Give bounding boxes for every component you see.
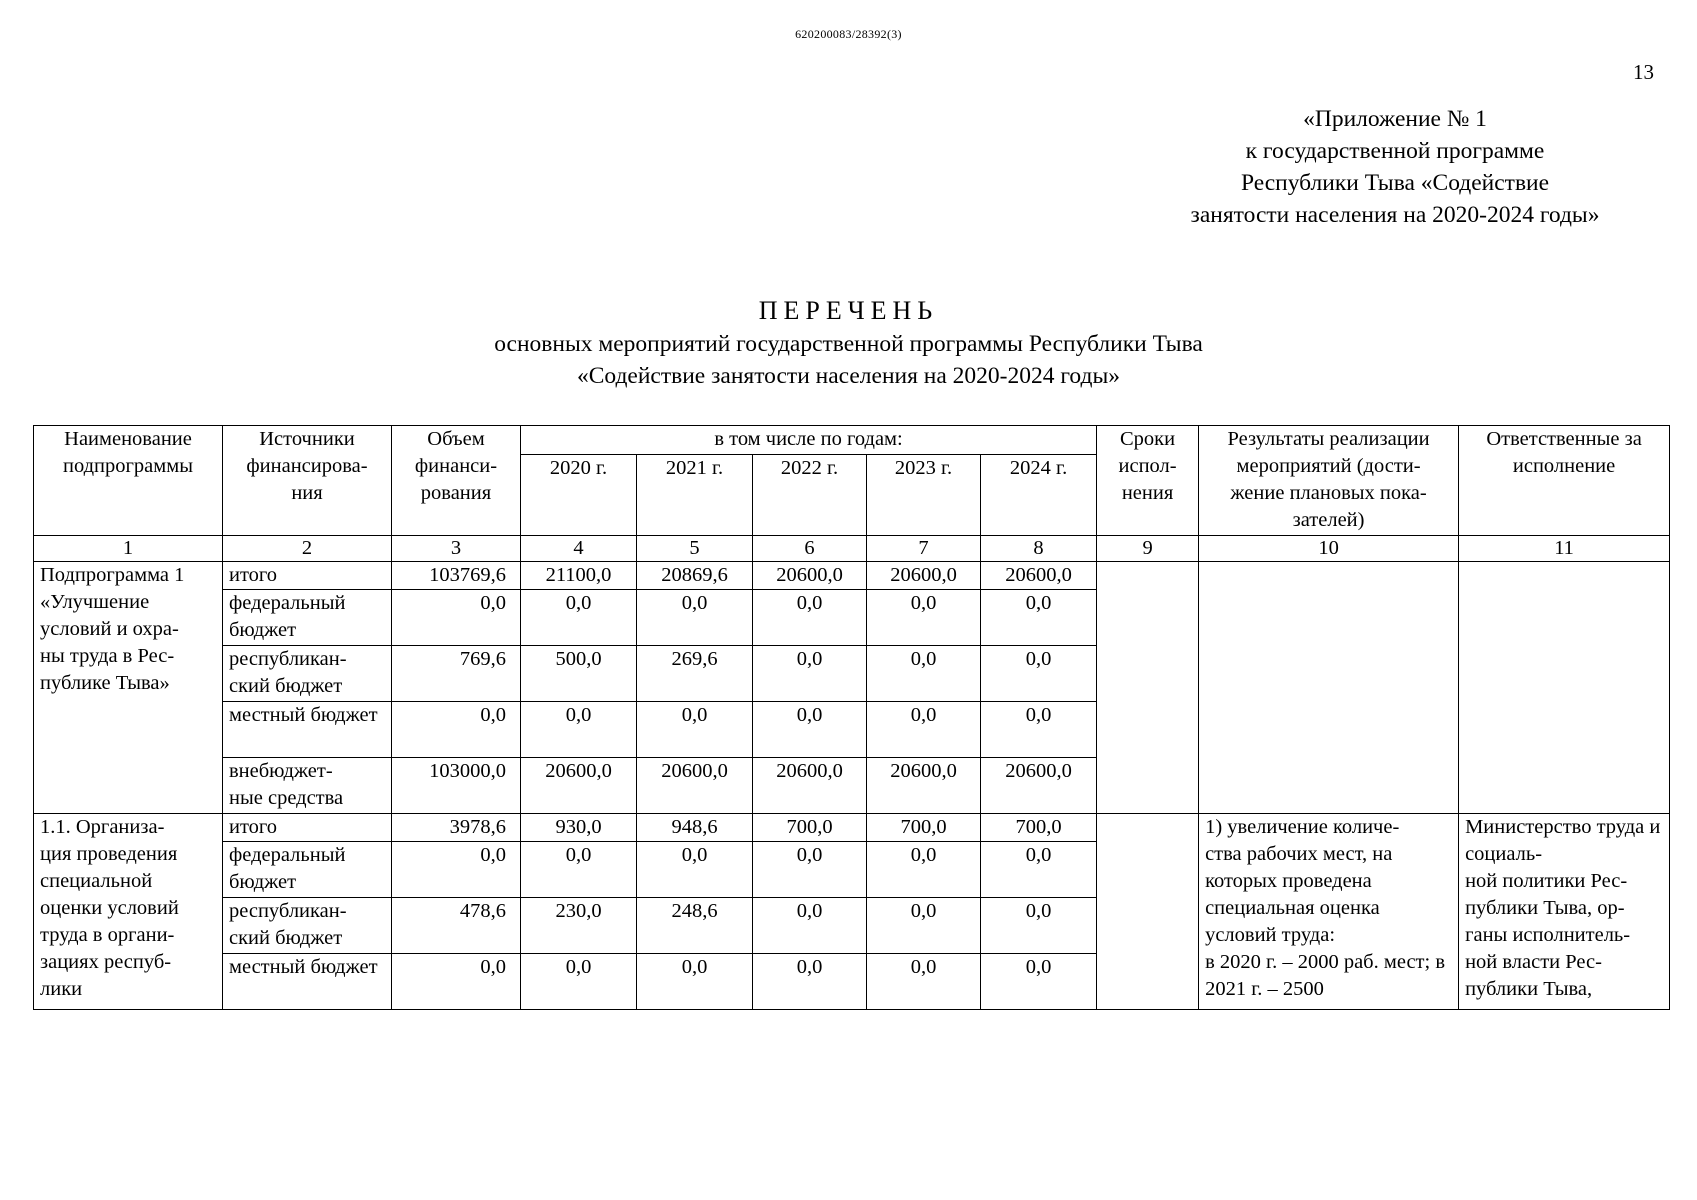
document-title (0, 294, 1697, 392)
year-value-cell: 20600,0 (753, 562, 867, 590)
header-year-2021: 2021 г. (637, 455, 753, 536)
total-volume-cell: 0,0 (392, 590, 521, 646)
funding-source-cell: итого (223, 814, 392, 842)
total-volume-cell: 103000,0 (392, 758, 521, 814)
year-value-cell: 0,0 (867, 954, 981, 1010)
total-volume-cell: 0,0 (392, 954, 521, 1010)
year-value-cell: 269,6 (637, 646, 753, 702)
header-years-group: в том числе по годам: (521, 426, 1097, 455)
year-value-cell: 21100,0 (521, 562, 637, 590)
year-value-cell: 0,0 (521, 702, 637, 758)
funding-source-cell: республикан- ский бюджет (223, 898, 392, 954)
measure-1-1-terms (1097, 814, 1199, 1010)
year-value-cell: 700,0 (867, 814, 981, 842)
year-value-cell: 930,0 (521, 814, 637, 842)
year-value-cell: 0,0 (867, 590, 981, 646)
year-value-cell: 230,0 (521, 898, 637, 954)
year-value-cell: 20600,0 (753, 758, 867, 814)
column-number: 2 (223, 536, 392, 562)
year-value-cell: 20600,0 (637, 758, 753, 814)
header-results: Результаты реализации мероприятий (дости- жение плановых пока- зателей) (1199, 426, 1459, 536)
column-number: 10 (1199, 536, 1459, 562)
title-line: «Содействие занятости населения на 2020-2024 годы» (576, 363, 1121, 389)
total-volume-cell: 0,0 (392, 842, 521, 898)
measure-1-1-block (34, 814, 1670, 1010)
total-volume-cell: 103769,6 (392, 562, 521, 590)
subprogram-1-responsible (1459, 562, 1670, 814)
year-value-cell: 0,0 (753, 646, 867, 702)
year-value-cell: 20600,0 (981, 562, 1097, 590)
appendix-line: Республики Тыва «Содействие (1240, 170, 1550, 196)
funding-source-cell: республикан- ский бюджет (223, 646, 392, 702)
measures-table-wrapper (33, 425, 1670, 1010)
column-number: 4 (521, 536, 637, 562)
year-value-cell: 20600,0 (981, 758, 1097, 814)
year-value-cell: 0,0 (521, 842, 637, 898)
year-value-cell: 20600,0 (867, 562, 981, 590)
year-value-cell: 0,0 (753, 898, 867, 954)
appendix-line: занятости населения на 2020-2024 годы» (1190, 202, 1600, 228)
funding-source-cell: местный бюджет (223, 954, 392, 1010)
year-value-cell: 0,0 (981, 590, 1097, 646)
measure-1-1-responsible: Министерство труда и социаль- ной политики Рес- публики Тыва, ор- ганы исполнитель- ной власти Рес- публики Тыва, (1459, 814, 1670, 1010)
year-value-cell: 700,0 (981, 814, 1097, 842)
column-number: 1 (34, 536, 223, 562)
header-name: Наименование подпрограммы (34, 426, 223, 536)
year-value-cell: 0,0 (521, 590, 637, 646)
column-number: 6 (753, 536, 867, 562)
column-number: 11 (1459, 536, 1670, 562)
subprogram-1-results (1199, 562, 1459, 814)
year-value-cell: 20600,0 (867, 758, 981, 814)
header-source: Источники финансирова- ния (223, 426, 392, 536)
year-value-cell: 20600,0 (521, 758, 637, 814)
year-value-cell: 700,0 (753, 814, 867, 842)
header-year-2020: 2020 г. (521, 455, 637, 536)
table-header (34, 426, 1670, 562)
header-year-2022: 2022 г. (753, 455, 867, 536)
year-value-cell: 500,0 (521, 646, 637, 702)
table-row (34, 814, 1670, 842)
year-value-cell: 0,0 (637, 590, 753, 646)
year-value-cell: 0,0 (981, 702, 1097, 758)
year-value-cell: 0,0 (637, 842, 753, 898)
year-value-cell: 0,0 (637, 702, 753, 758)
header-terms: Сроки испол- нения (1097, 426, 1199, 536)
subprogram-1-terms (1097, 562, 1199, 814)
year-value-cell: 0,0 (867, 898, 981, 954)
table-row (34, 562, 1670, 590)
column-number: 5 (637, 536, 753, 562)
year-value-cell: 0,0 (981, 646, 1097, 702)
funding-source-cell: федеральный бюджет (223, 842, 392, 898)
total-volume-cell: 0,0 (392, 702, 521, 758)
appendix-line: к государственной программе (1245, 138, 1545, 164)
title-main: ПЕРЕЧЕНЬ (758, 296, 939, 325)
title-line: основных мероприятий государственной программы Республики Тыва (494, 331, 1203, 357)
page-number: 13 (1633, 60, 1654, 84)
column-number: 7 (867, 536, 981, 562)
header-volume: Объем финанси- рования (392, 426, 521, 536)
funding-source-cell: итого (223, 562, 392, 590)
column-number: 9 (1097, 536, 1199, 562)
year-value-cell: 20869,6 (637, 562, 753, 590)
year-value-cell: 0,0 (981, 842, 1097, 898)
appendix-note (1130, 103, 1660, 231)
total-volume-cell: 478,6 (392, 898, 521, 954)
total-volume-cell: 3978,6 (392, 814, 521, 842)
year-value-cell: 248,6 (637, 898, 753, 954)
appendix-line: «Приложение № 1 (1303, 106, 1487, 132)
header-year-2024: 2024 г. (981, 455, 1097, 536)
total-volume-cell: 769,6 (392, 646, 521, 702)
year-value-cell: 0,0 (867, 646, 981, 702)
year-value-cell: 0,0 (981, 954, 1097, 1010)
year-value-cell: 0,0 (753, 702, 867, 758)
year-value-cell: 0,0 (753, 954, 867, 1010)
subprogram-1-name: Подпрограмма 1 «Улучшение условий и охра- ны труда в Рес- публике Тыва» (34, 562, 223, 814)
funding-source-cell: федеральный бюджет (223, 590, 392, 646)
measures-table (33, 425, 1670, 1010)
year-value-cell: 0,0 (867, 842, 981, 898)
subprogram-1-block (34, 562, 1670, 814)
column-number: 3 (392, 536, 521, 562)
column-numbers-row (34, 536, 1670, 562)
year-value-cell: 0,0 (981, 898, 1097, 954)
year-value-cell: 0,0 (753, 590, 867, 646)
year-value-cell: 0,0 (637, 954, 753, 1010)
year-value-cell: 0,0 (867, 702, 981, 758)
header-responsible: Ответственные за исполнение (1459, 426, 1670, 536)
year-value-cell: 0,0 (521, 954, 637, 1010)
year-value-cell: 0,0 (753, 842, 867, 898)
measure-1-1-results: 1) увеличение количе- ства рабочих мест, на которых проведена специальная оценка условий труда: в 2020 г. – 2000 раб. мест; в 2021 г. – 2500 (1199, 814, 1459, 1010)
document-code: 620200083/28392(3) (795, 27, 902, 41)
year-value-cell: 948,6 (637, 814, 753, 842)
header-year-2023: 2023 г. (867, 455, 981, 536)
funding-source-cell: внебюджет- ные средства (223, 758, 392, 814)
measure-1-1-name: 1.1. Организа- ция проведения специальной оценки условий труда в органи- зациях респуб- лики (34, 814, 223, 1010)
funding-source-cell: местный бюджет (223, 702, 392, 758)
column-number: 8 (981, 536, 1097, 562)
